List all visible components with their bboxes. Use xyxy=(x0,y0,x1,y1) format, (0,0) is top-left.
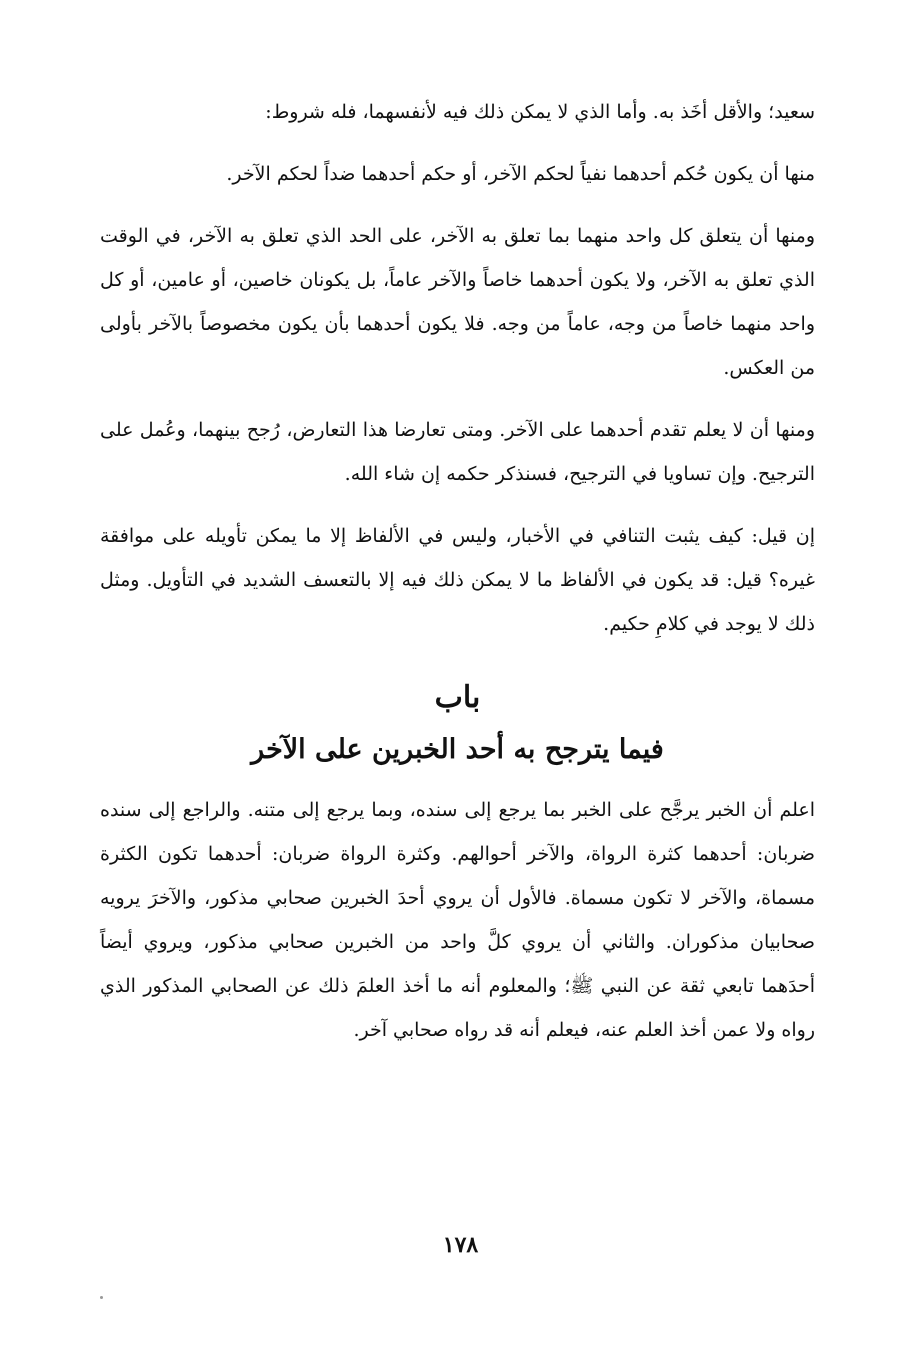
paragraph-conditions-intro: سعيد؛ والأقل أخَذ به. وأما الذي لا يمكن ذلك فيه لأنفسهما، فله شروط: xyxy=(265,101,815,123)
scan-speck xyxy=(100,1296,103,1299)
paragraph-condition-negation: منها أن يكون حُكم أحدهما نفياً لحكم الآخر، أو حكم أحدهما ضداً لحكم الآخر. xyxy=(226,163,815,185)
paragraph-condition-scope: ومنها أن يتعلق كل واحد منهما بما تعلق به الآخر، على الحد الذي تعلق به الآخر، في الوقت الذي تعلق به الآخر، ولا يكون أحدهما خاصاً والآخر عاماً، بل يكونان خاصين، أو عامين، أو كل واحد منهما خاصاً من وجه، عاماً من وجه. فلا يكون أحدهما بأن يكون مخصوصاً بالآخر بأولى من العكس. xyxy=(100,225,815,379)
page-body xyxy=(100,90,815,1070)
page-number: ١٧٨ xyxy=(442,1232,479,1258)
chapter-title: باب xyxy=(434,680,481,715)
paragraph-preference-rules: اعلم أن الخبر يرجَّح على الخبر بما يرجع إلى سنده، وبما يرجع إلى متنه. والراجع إلى سنده ضربان: أحدهما كثرة الرواة، والآخر أحوالهم. وكثرة الرواة ضربان: أحدهما تكون الكثرة مسماة، والآخر لا تكون مسماة. فالأول أن يروي أحدَ الخبرين صحابي مذكور، والآخرَ يرويه صحابيان مذكوران. والثاني أن يروي كلَّ واحد من الخبرين صحابي مذكور، ويروي أيضاً أحدَهما تابعي ثقة عن النبي ﷺ؛ والمعلوم أنه ما أخذ العلمَ ذلك عن الصحابي المذكور الذي رواه ولا عمن أخذ العلم عنه، فيعلم أنه قد رواه صحابي آخر. xyxy=(100,799,815,1041)
paragraph-condition-precedence: ومنها أن لا يعلم تقدم أحدهما على الآخر. ومتى تعارضا هذا التعارض، رُجح بينهما، وعُمل على الترجيح. وإن تساويا في الترجيح، فسنذكر حكمه إن شاء الله. xyxy=(100,419,815,485)
chapter-subtitle: فيما يترجح به أحد الخبرين على الآخر xyxy=(251,734,664,765)
paragraph-objection: إن قيل: كيف يثبت التنافي في الأخبار، وليس في الألفاظ إلا ما يمكن تأويله على موافقة غيره؟ قيل: قد يكون في الألفاظ ما لا يمكن ذلك فيه إلا بالتعسف الشديد في التأويل. ومثل ذلك لا يوجد في كلامِ حكيم. xyxy=(100,525,815,635)
